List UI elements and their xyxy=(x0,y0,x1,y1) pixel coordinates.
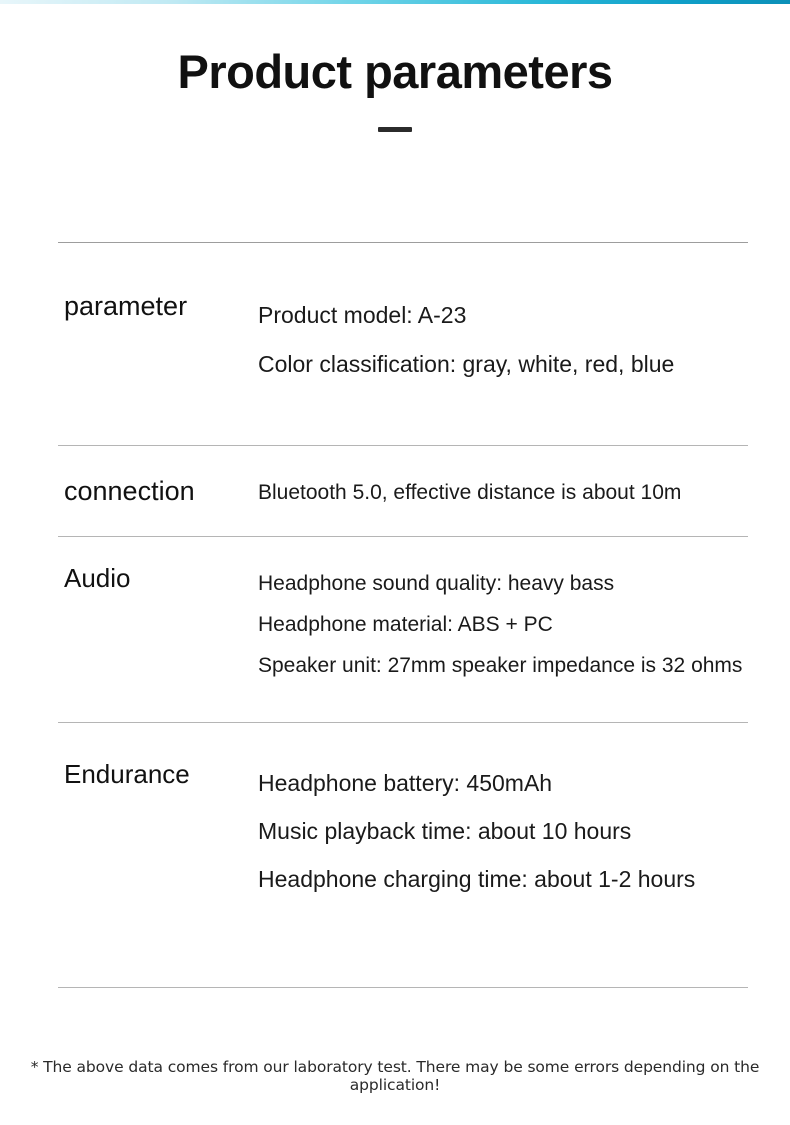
row-value-line: Headphone sound quality: heavy bass xyxy=(258,572,615,595)
top-accent-bar xyxy=(0,0,790,4)
row-value-line: Bluetooth 5.0, effective distance is about 10m xyxy=(258,481,682,504)
row-values-parameter xyxy=(256,291,748,389)
page-title: Product parameters xyxy=(177,45,613,98)
row-value-line: Product model: A-23 xyxy=(258,302,467,328)
product-parameters-table xyxy=(58,242,748,988)
row-value-line: Headphone battery: 450mAh xyxy=(258,770,553,796)
row-label-endurance: Endurance xyxy=(64,759,190,789)
table-divider-bottom xyxy=(58,987,748,988)
row-value-line: Headphone material: ABS + PC xyxy=(258,613,553,636)
title-underline-divider xyxy=(378,127,412,132)
table-row xyxy=(58,243,748,445)
row-values-connection xyxy=(256,476,748,510)
table-row xyxy=(58,537,748,722)
row-value-line: Headphone charging time: about 1-2 hours xyxy=(258,866,696,892)
row-label-connection: connection xyxy=(64,476,195,506)
row-values-audio xyxy=(256,563,748,686)
row-value-line: Speaker unit: 27mm speaker impedance is 32 ohms xyxy=(258,654,743,677)
row-values-endurance xyxy=(256,759,748,903)
row-value-line: Color classification: gray, white, red, blue xyxy=(258,351,675,377)
footnote-disclaimer: * The above data comes from our laboratory test. There may be some errors depending on the application! xyxy=(30,1058,760,1094)
table-row xyxy=(58,446,748,536)
table-row xyxy=(58,723,748,987)
row-value-line: Music playback time: about 10 hours xyxy=(258,818,632,844)
row-label-audio: Audio xyxy=(64,563,131,593)
row-label-parameter: parameter xyxy=(64,291,188,321)
